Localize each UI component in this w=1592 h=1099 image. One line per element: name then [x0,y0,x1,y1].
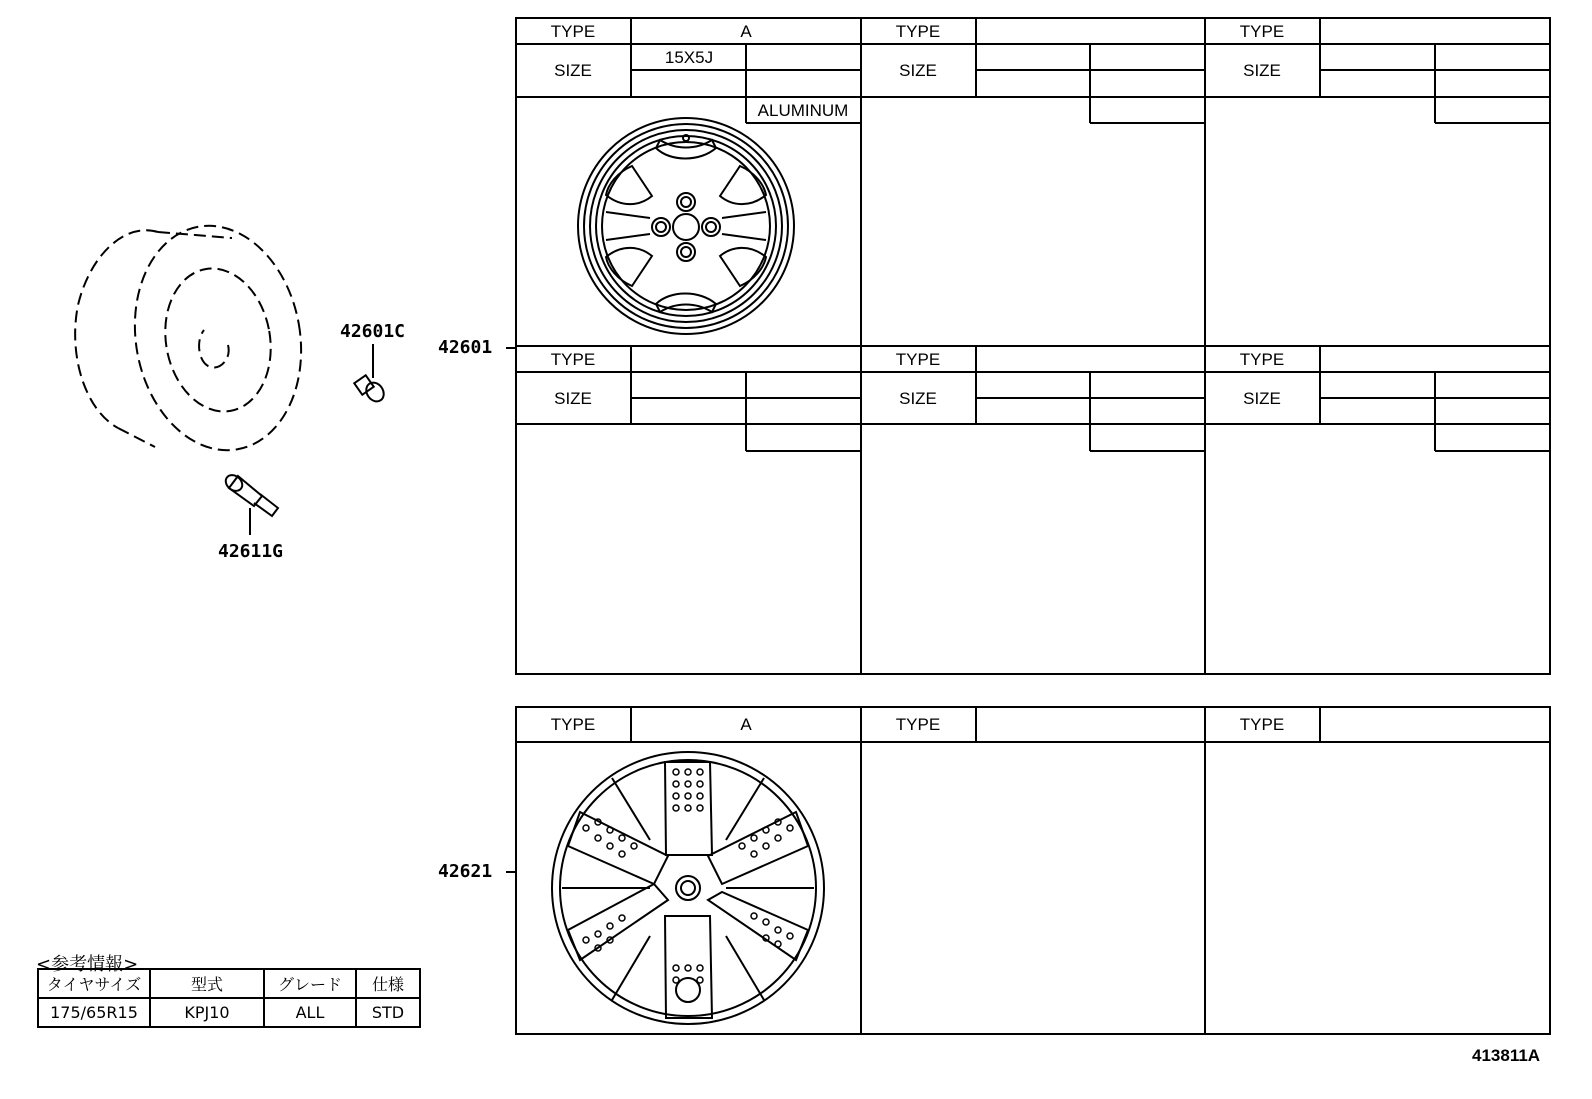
wheel-table-grid [516,18,1550,674]
type-label: TYPE [1239,22,1285,41]
type-value-a: A [740,22,752,41]
leader-lines [506,348,516,872]
aluminum-wheel-illustration [578,118,794,334]
type-label: TYPE [550,22,596,41]
part-number-42611g: 42611G [218,541,284,562]
size-label: SIZE [899,61,937,80]
size-value-a: 15X5J [664,48,714,67]
reference-header-spec: 仕様 [356,969,420,998]
figure-id: 413811A [1472,1046,1541,1065]
reference-header-grade: グレード [264,969,356,998]
tire-wheel-illustration [75,212,318,463]
nut-illustration [354,344,387,405]
cap-table-grid [516,707,1550,1034]
reference-title: <参考情報> [36,954,139,975]
reference-header-model: 型式 [150,969,264,998]
part-number-42601: 42601 [438,337,493,358]
type-label: TYPE [550,350,596,369]
size-label: SIZE [554,61,592,80]
reference-header-tire-size: タイヤサイズ [38,969,150,998]
type-label: TYPE [895,350,941,369]
reference-value-spec: STD [356,998,420,1027]
size-label: SIZE [899,389,937,408]
size-label: SIZE [1243,389,1281,408]
reference-table [37,968,421,1028]
valve-illustration [223,472,278,535]
cap-type-label: TYPE [550,715,596,734]
cap-type-value-a: A [740,715,752,734]
type-label: TYPE [1239,350,1285,369]
reference-value-grade: ALL [264,998,356,1027]
size-label: SIZE [1243,61,1281,80]
cap-type-label: TYPE [895,715,941,734]
reference-value-model: KPJ10 [150,998,264,1027]
reference-value-tire-size: 175/65R15 [38,998,150,1027]
part-number-42621: 42621 [438,861,493,882]
reference-value-row [38,998,420,1027]
material-value-a: ALUMINUM [757,101,849,120]
cap-type-label: TYPE [1239,715,1285,734]
size-label: SIZE [554,389,592,408]
type-label: TYPE [895,22,941,41]
reference-header-row [38,969,420,998]
part-number-42601c: 42601C [340,321,406,342]
